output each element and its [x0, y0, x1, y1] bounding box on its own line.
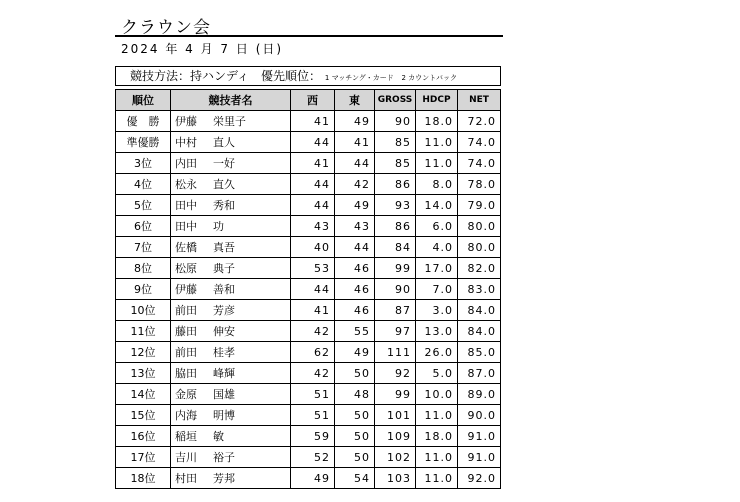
player-family-name: 脇田	[175, 367, 197, 380]
table-row	[116, 426, 501, 447]
west-score-cell: 42	[291, 321, 335, 342]
player-name-cell	[171, 384, 291, 405]
player-given-name: 典子	[213, 262, 235, 275]
gross-cell: 101	[375, 405, 416, 426]
hdcp-cell: 10.0	[416, 384, 458, 405]
net-cell: 84.0	[458, 300, 501, 321]
hdcp-cell: 8.0	[416, 174, 458, 195]
net-cell: 92.0	[458, 468, 501, 489]
player-name-cell	[171, 342, 291, 363]
player-name-cell	[171, 321, 291, 342]
west-score-cell: 49	[291, 468, 335, 489]
hdcp-cell: 14.0	[416, 195, 458, 216]
west-score-cell: 43	[291, 216, 335, 237]
table-row	[116, 174, 501, 195]
east-score-cell: 49	[335, 342, 375, 363]
priority-1: 1 マッチング・カード	[324, 74, 394, 82]
rank-cell: 準優勝	[116, 132, 171, 153]
rank-cell: 11位	[116, 321, 171, 342]
player-family-name: 田中	[175, 199, 197, 212]
west-score-cell: 53	[291, 258, 335, 279]
west-score-cell: 40	[291, 237, 335, 258]
player-family-name: 伊藤	[175, 283, 197, 296]
player-given-name: 直久	[213, 178, 235, 191]
player-name-cell	[171, 426, 291, 447]
hdcp-cell: 11.0	[416, 447, 458, 468]
player-name-cell	[171, 363, 291, 384]
net-cell: 82.0	[458, 258, 501, 279]
hdcp-cell: 26.0	[416, 342, 458, 363]
hdcp-cell: 11.0	[416, 405, 458, 426]
player-name-cell	[171, 279, 291, 300]
table-row	[116, 321, 501, 342]
gross-cell: 97	[375, 321, 416, 342]
hdcp-cell: 5.0	[416, 363, 458, 384]
gross-cell: 103	[375, 468, 416, 489]
net-cell: 85.0	[458, 342, 501, 363]
player-name-cell	[171, 153, 291, 174]
east-score-cell: 44	[335, 237, 375, 258]
rank-cell: 7位	[116, 237, 171, 258]
rank-cell: 16位	[116, 426, 171, 447]
player-family-name: 金原	[175, 388, 197, 401]
west-score-cell: 52	[291, 447, 335, 468]
west-score-cell: 41	[291, 111, 335, 132]
west-score-cell: 59	[291, 426, 335, 447]
hdcp-cell: 17.0	[416, 258, 458, 279]
gross-cell: 90	[375, 111, 416, 132]
hdcp-cell: 11.0	[416, 468, 458, 489]
player-given-name: 芳彦	[213, 304, 235, 317]
west-score-cell: 44	[291, 132, 335, 153]
rank-cell: 9位	[116, 279, 171, 300]
col-name-header: 競技者名	[171, 90, 291, 111]
priority-2: 2 カウントバック	[401, 74, 457, 82]
player-family-name: 吉川	[175, 451, 197, 464]
player-given-name: 峰輝	[213, 367, 235, 380]
east-score-cell: 49	[335, 195, 375, 216]
net-cell: 90.0	[458, 405, 501, 426]
gross-cell: 102	[375, 447, 416, 468]
net-cell: 80.0	[458, 237, 501, 258]
west-score-cell: 62	[291, 342, 335, 363]
west-score-cell: 41	[291, 300, 335, 321]
player-given-name: 功	[213, 220, 224, 233]
table-row	[116, 468, 501, 489]
rank-cell: 18位	[116, 468, 171, 489]
east-score-cell: 55	[335, 321, 375, 342]
table-row	[116, 363, 501, 384]
net-cell: 80.0	[458, 216, 501, 237]
rank-cell: 10位	[116, 300, 171, 321]
table-row	[116, 132, 501, 153]
club-name: クラウン会	[121, 18, 211, 38]
rank-cell: 6位	[116, 216, 171, 237]
net-cell: 84.0	[458, 321, 501, 342]
player-name-cell	[171, 468, 291, 489]
net-cell: 87.0	[458, 363, 501, 384]
net-cell: 89.0	[458, 384, 501, 405]
player-given-name: 一好	[213, 157, 235, 170]
gross-cell: 87	[375, 300, 416, 321]
east-score-cell: 46	[335, 300, 375, 321]
player-name-cell	[171, 237, 291, 258]
hdcp-cell: 13.0	[416, 321, 458, 342]
net-cell: 83.0	[458, 279, 501, 300]
player-name-cell	[171, 174, 291, 195]
player-name-cell	[171, 195, 291, 216]
gross-cell: 84	[375, 237, 416, 258]
player-family-name: 内田	[175, 157, 197, 170]
table-row	[116, 111, 501, 132]
net-cell: 91.0	[458, 447, 501, 468]
player-family-name: 内海	[175, 409, 197, 422]
east-score-cell: 41	[335, 132, 375, 153]
player-family-name: 村田	[175, 472, 197, 485]
player-family-name: 前田	[175, 346, 197, 359]
hdcp-cell: 11.0	[416, 153, 458, 174]
player-family-name: 稲垣	[175, 430, 197, 443]
east-score-cell: 48	[335, 384, 375, 405]
results-table	[115, 89, 501, 489]
west-score-cell: 51	[291, 384, 335, 405]
gross-cell: 92	[375, 363, 416, 384]
player-name-cell	[171, 111, 291, 132]
results-body	[116, 111, 501, 489]
hdcp-cell: 11.0	[416, 132, 458, 153]
priority-label: 優先順位：	[261, 69, 322, 83]
rank-cell: 5位	[116, 195, 171, 216]
east-score-cell: 50	[335, 405, 375, 426]
hdcp-cell: 4.0	[416, 237, 458, 258]
rank-cell: 15位	[116, 405, 171, 426]
table-row	[116, 405, 501, 426]
player-family-name: 佐橋	[175, 241, 197, 254]
west-score-cell: 51	[291, 405, 335, 426]
rank-cell: 3位	[116, 153, 171, 174]
gross-cell: 93	[375, 195, 416, 216]
hdcp-cell: 18.0	[416, 426, 458, 447]
east-score-cell: 46	[335, 279, 375, 300]
east-score-cell: 44	[335, 153, 375, 174]
rank-cell: 優 勝	[116, 111, 171, 132]
east-score-cell: 54	[335, 468, 375, 489]
gross-cell: 86	[375, 174, 416, 195]
net-cell: 74.0	[458, 132, 501, 153]
gross-cell: 111	[375, 342, 416, 363]
table-row	[116, 258, 501, 279]
player-name-cell	[171, 132, 291, 153]
player-family-name: 松原	[175, 262, 197, 275]
player-given-name: 伸安	[213, 325, 235, 338]
hdcp-cell: 18.0	[416, 111, 458, 132]
player-given-name: 敏	[213, 430, 224, 443]
player-given-name: 直人	[213, 136, 235, 149]
player-name-cell	[171, 258, 291, 279]
player-given-name: 真吾	[213, 241, 235, 254]
player-family-name: 田中	[175, 220, 197, 233]
east-score-cell: 50	[335, 447, 375, 468]
gross-cell: 109	[375, 426, 416, 447]
title-underline	[115, 35, 503, 37]
east-score-cell: 43	[335, 216, 375, 237]
west-score-cell: 42	[291, 363, 335, 384]
west-score-cell: 44	[291, 174, 335, 195]
player-given-name: 裕子	[213, 451, 235, 464]
rank-cell: 8位	[116, 258, 171, 279]
player-given-name: 桂孝	[213, 346, 235, 359]
player-family-name: 中村	[175, 136, 197, 149]
player-given-name: 芳邦	[213, 472, 235, 485]
net-cell: 79.0	[458, 195, 501, 216]
player-family-name: 松永	[175, 178, 197, 191]
player-given-name: 国雄	[213, 388, 235, 401]
net-cell: 72.0	[458, 111, 501, 132]
player-name-cell	[171, 447, 291, 468]
gross-cell: 99	[375, 258, 416, 279]
col-hdcp-header: HDCP	[416, 90, 458, 111]
hdcp-cell: 3.0	[416, 300, 458, 321]
east-score-cell: 50	[335, 426, 375, 447]
player-given-name: 栄里子	[213, 115, 246, 128]
player-given-name: 明博	[213, 409, 235, 422]
method-label: 競技方法：持ハンディ	[130, 69, 250, 83]
player-name-cell	[171, 405, 291, 426]
west-score-cell: 41	[291, 153, 335, 174]
table-row	[116, 447, 501, 468]
competition-method-box	[115, 66, 501, 86]
table-header-row	[116, 90, 501, 111]
player-name-cell	[171, 216, 291, 237]
table-row	[116, 279, 501, 300]
net-cell: 78.0	[458, 174, 501, 195]
west-score-cell: 44	[291, 195, 335, 216]
player-family-name: 前田	[175, 304, 197, 317]
rank-cell: 13位	[116, 363, 171, 384]
event-date: 2024 年 4 月 7 日 (日)	[121, 42, 284, 56]
rank-cell: 12位	[116, 342, 171, 363]
east-score-cell: 42	[335, 174, 375, 195]
col-west-header: 西	[291, 90, 335, 111]
rank-cell: 17位	[116, 447, 171, 468]
gross-cell: 85	[375, 153, 416, 174]
player-family-name: 藤田	[175, 325, 197, 338]
east-score-cell: 49	[335, 111, 375, 132]
table-row	[116, 153, 501, 174]
hdcp-cell: 7.0	[416, 279, 458, 300]
rank-cell: 4位	[116, 174, 171, 195]
player-given-name: 秀和	[213, 199, 235, 212]
col-east-header: 東	[335, 90, 375, 111]
player-given-name: 善和	[213, 283, 235, 296]
net-cell: 91.0	[458, 426, 501, 447]
table-row	[116, 342, 501, 363]
player-name-cell	[171, 300, 291, 321]
table-row	[116, 195, 501, 216]
col-rank-header: 順位	[116, 90, 171, 111]
col-gross-header: GROSS	[375, 90, 416, 111]
player-family-name: 伊藤	[175, 115, 197, 128]
table-row	[116, 216, 501, 237]
gross-cell: 90	[375, 279, 416, 300]
table-row	[116, 237, 501, 258]
east-score-cell: 50	[335, 363, 375, 384]
gross-cell: 86	[375, 216, 416, 237]
gross-cell: 99	[375, 384, 416, 405]
gross-cell: 85	[375, 132, 416, 153]
east-score-cell: 46	[335, 258, 375, 279]
rank-cell: 14位	[116, 384, 171, 405]
table-row	[116, 384, 501, 405]
west-score-cell: 44	[291, 279, 335, 300]
table-row	[116, 300, 501, 321]
net-cell: 74.0	[458, 153, 501, 174]
hdcp-cell: 6.0	[416, 216, 458, 237]
col-net-header: NET	[458, 90, 501, 111]
